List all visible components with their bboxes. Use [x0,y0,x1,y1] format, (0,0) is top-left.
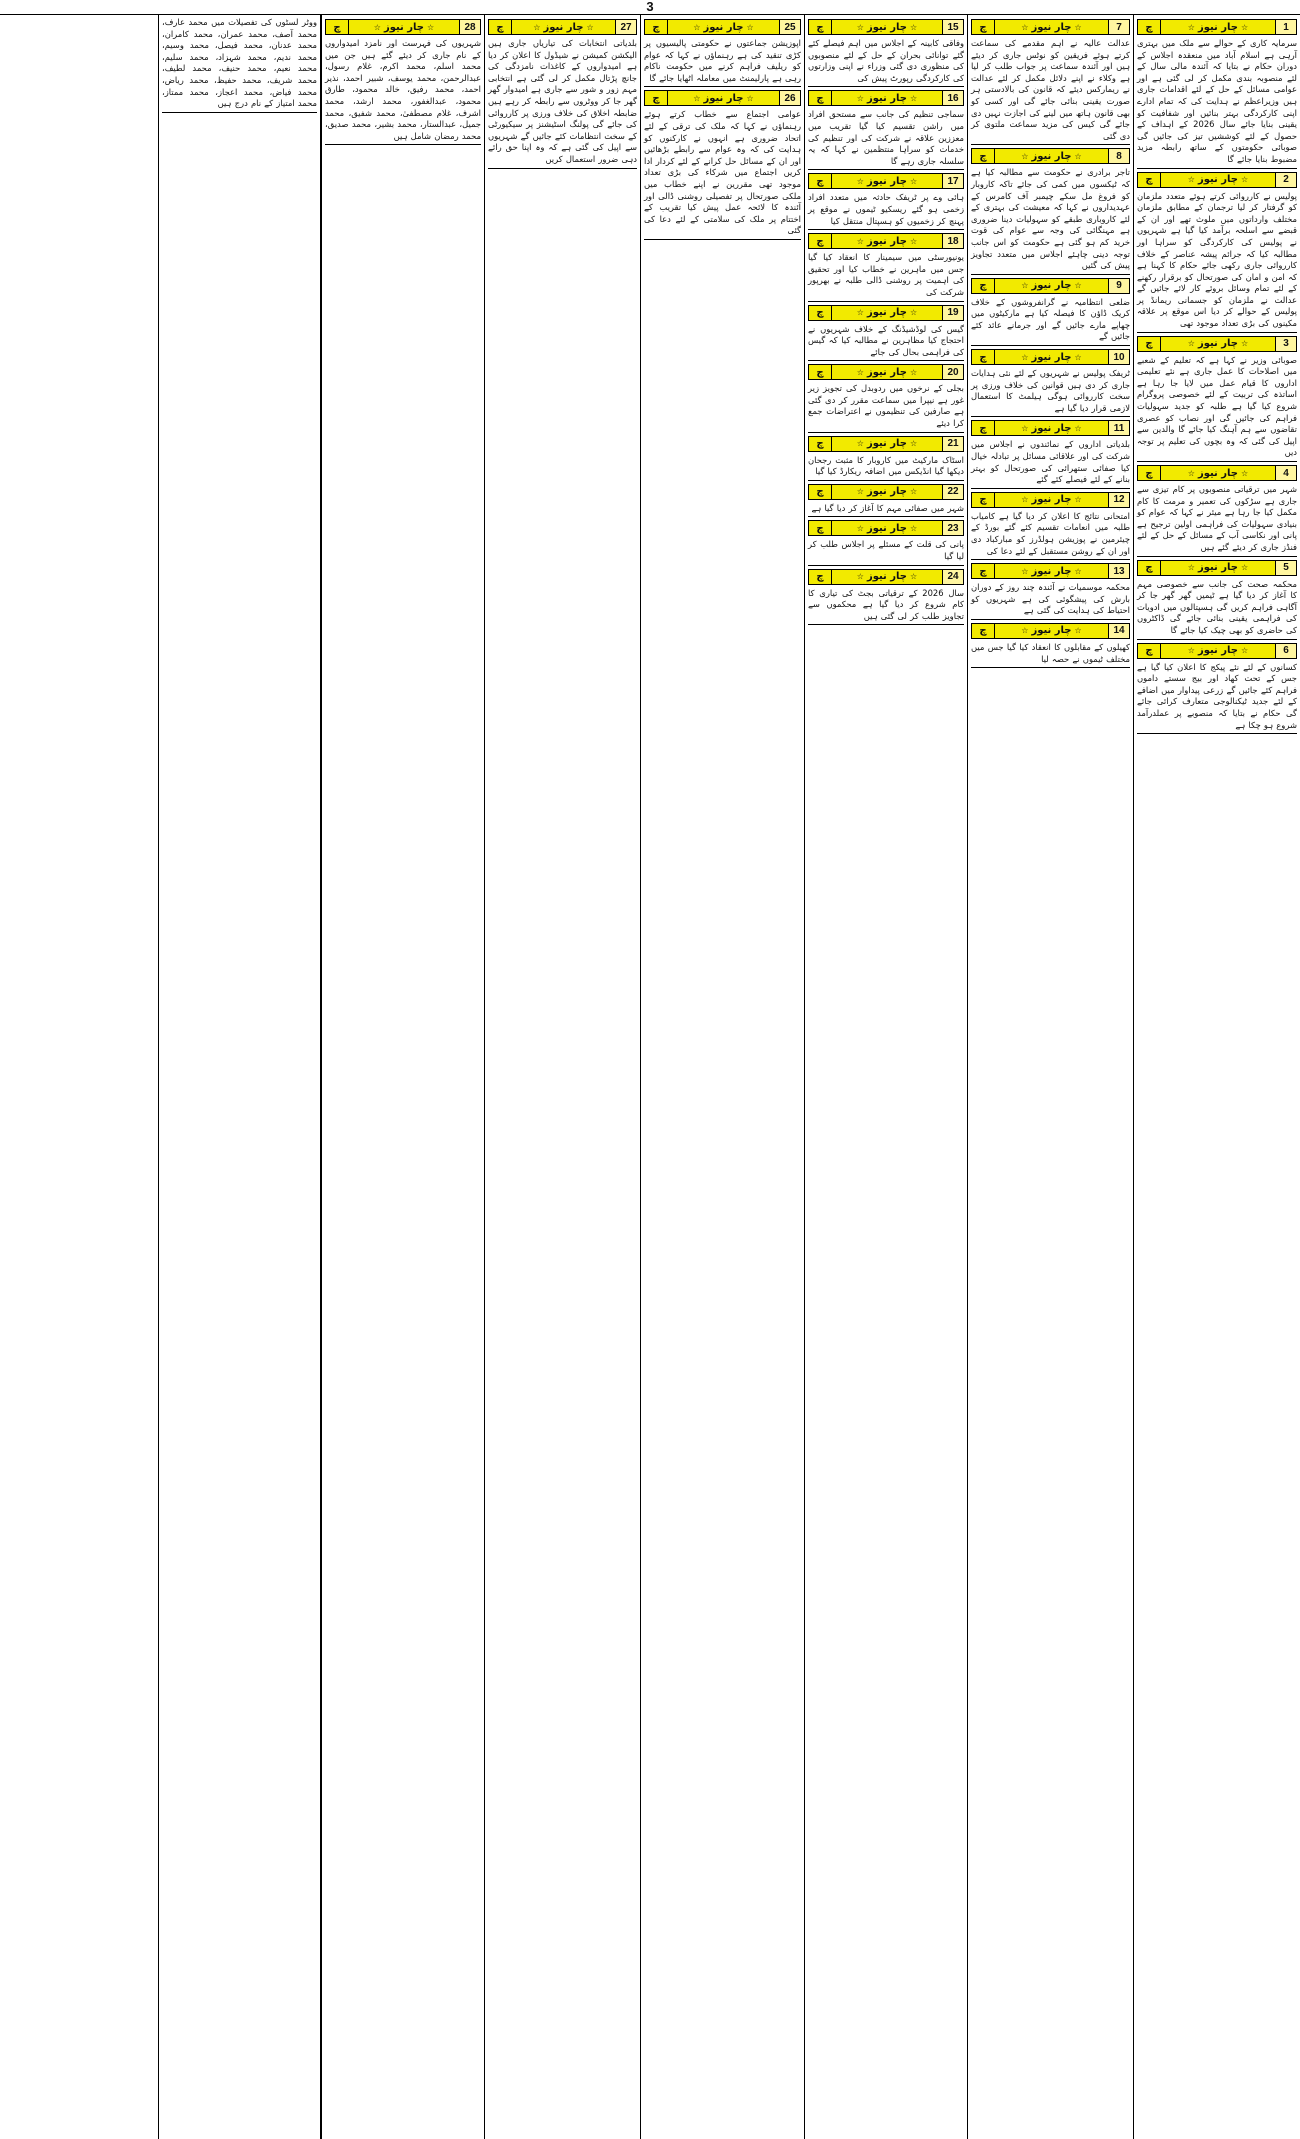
news-item [808,520,964,565]
star-icon: ☆ [1187,22,1195,32]
news-item [1137,336,1297,462]
section-title [1161,174,1275,185]
star-icon: ☆ [373,22,381,32]
section-title [832,236,942,247]
news-item-header [1137,465,1297,481]
section-title [995,280,1108,291]
section-title-text: چار نیوز [1197,338,1239,350]
paper-logo-icon: چ [972,149,995,163]
news-item-number: 15 [942,20,963,34]
star-icon: ☆ [1074,495,1082,505]
news-item-header [971,420,1130,436]
section-title-text: چار نیوز [866,175,908,187]
news-item [808,436,964,481]
paper-logo-icon: چ [1138,466,1161,480]
news-item-number: 13 [1108,564,1129,578]
paper-logo-icon: چ [645,91,668,105]
section-title [512,22,615,33]
news-item-header [971,563,1130,579]
star-icon: ☆ [910,367,918,377]
paper-logo-icon: چ [645,20,668,34]
star-icon: ☆ [746,93,754,103]
star-icon: ☆ [1241,339,1249,349]
news-item-header [488,19,637,35]
news-item-header [808,520,964,536]
news-item [971,148,1130,274]
star-icon: ☆ [1074,566,1082,576]
news-item-number: 8 [1108,149,1129,163]
section-title [995,494,1108,505]
star-icon: ☆ [1074,151,1082,161]
section-title-text: چار نیوز [1031,625,1072,637]
news-item-body: بجلی کے نرخوں میں ردوبدل کی تجویز زیر غور ہے نیپرا میں سماعت مقرر کر دی گئی ہے صارفین کی تنظیموں نے اعتراضات جمع کرا دیئے [808,383,964,429]
star-icon: ☆ [1021,22,1029,32]
star-icon: ☆ [1074,281,1082,291]
news-item-header [1137,643,1297,659]
news-item-body: کھیلوں کے مقابلوں کا انعقاد کیا گیا جس میں مختلف ٹیموں نے حصہ لیا [971,641,1130,664]
paper-logo-icon: چ [1138,644,1161,658]
news-item-body: امتحانی نتائج کا اعلان کر دیا گیا ہے کامیاب طلبہ میں انعامات تقسیم کئے گئے بورڈ کے چیئرمین نے پوزیشن ہولڈرز کو مبارکباد دی اور ان کے روشن مستقبل کے لئے دعا کی [971,510,1130,556]
paper-logo-icon: چ [1138,173,1161,187]
star-icon: ☆ [1074,352,1082,362]
star-icon: ☆ [910,308,918,317]
news-item-header [1137,560,1297,576]
news-item [1137,465,1297,557]
news-item-number: 6 [1275,644,1296,658]
news-item-body: وفاقی کابینہ کے اجلاس میں اہم فیصلے کئے گئے توانائی بحران کے حل کے لئے منصوبوں کی منظوری دی گئی وزراء نے اپنی وزارتوں کی کارکردگی رپورٹ پیش کی [808,38,964,83]
news-item-body: ووٹر لسٹوں کی تفصیلات میں محمد عارف، محمد آصف، محمد عمران، محمد کامران، محمد عدنان، محمد فیصل، محمد وسیم، محمد ندیم، محمد شہزاد، محمد سلیم، محمد نعیم، محمد حنیف، محمد لطیف، محمد شریف، محمد حفیظ، محمد ریاض، محمد فیاض، محمد اعجاز، محمد ممتاز، محمد امتیاز کے نام درج ہیں [162,17,317,109]
news-column-5 [484,15,640,2139]
section-title [832,22,942,33]
news-item-body: اپوزیشن جماعتوں نے حکومتی پالیسیوں پر کڑی تنقید کی ہے رہنماؤں نے کہا کہ عوام کو ریلیف فراہم کرنے میں حکومت ناکام رہی ہے پارلیمنٹ میں معاملہ اٹھایا جائے گا [644,38,801,83]
news-item-body: سال 2026 کے ترقیاتی بجٹ کی تیاری کا کام شروع کر دیا گیا ہے محکموں سے تجاویز طلب کر لی گئی ہیں [808,587,964,621]
news-column-7 [158,15,321,2139]
star-icon: ☆ [856,439,864,449]
news-item-number: 14 [1108,624,1129,638]
star-icon: ☆ [1187,339,1195,349]
news-item-body: بلدیاتی انتخابات کی تیاریاں جاری ہیں الیکشن کمیشن نے شیڈول کا اعلان کر دیا ہے امیدواروں کے کاغذات نامزدگی کی جانچ پڑتال مکمل کر لی گئی ہے انتخابی مہم زور و شور سے جاری ہے امیدوار گھر گھر جا کر ووٹروں سے رابطہ کر رہے ہیں ضابطہ اخلاق کی خلاف ورزی پر کارروائی کی جائے گی پولنگ اسٹیشنز پر سیکیورٹی کے سخت انتظامات کئے جائیں گے شہریوں سے اپیل کی گئی ہے کہ وہ اپنا حق رائے دہی ضرور استعمال کریں [488,38,637,164]
news-item-number: 7 [1108,20,1129,34]
star-icon: ☆ [910,236,918,246]
section-title-text: چار نیوز [866,307,908,318]
section-title-text: چار نیوز [866,571,908,583]
star-icon: ☆ [1021,352,1029,362]
section-title [995,625,1108,636]
news-item [808,305,964,362]
news-item-body: پانی کی قلت کے مسئلے پر اجلاس طلب کر لیا گیا [808,539,964,562]
news-item-body: اسٹاک مارکیٹ میں کاروبار کا مثبت رجحان دیکھا گیا انڈیکس میں اضافہ ریکارڈ کیا گیا [808,454,964,477]
news-item-number: 5 [1275,561,1296,575]
paper-logo-icon: چ [809,365,832,379]
star-icon: ☆ [910,572,918,582]
news-item-number: 23 [942,521,963,535]
star-icon: ☆ [1074,423,1082,433]
news-item [488,19,637,169]
section-title [995,22,1108,33]
star-icon: ☆ [856,487,864,497]
news-item-body: ضلعی انتظامیہ نے گرانفروشوں کے خلاف کریک ڈاؤن کا فیصلہ کیا ہے مارکیٹوں میں چھاپے مارے جائیں گے اور جرمانے عائد کئے جائیں گے [971,296,1130,342]
news-item-body: بلدیاتی اداروں کے نمائندوں نے اجلاس میں شرکت کی اور علاقائی مسائل پر تبادلہ خیال کیا صفائی ستھرائی کی صورتحال کو بہتر بنانے کے لئے فیصلے کئے گئے [971,439,1130,485]
star-icon: ☆ [910,439,918,449]
paper-logo-icon: چ [809,91,832,105]
news-item-number: 26 [779,91,800,105]
star-icon: ☆ [533,22,541,32]
news-column-2 [967,15,1133,2139]
news-item-body: محکمہ موسمیات نے آئندہ چند روز کے دوران بارش کی پیشگوئی کی ہے شہریوں کو احتیاط کی ہدایت کی گئی ہے [971,582,1130,616]
news-item-header [971,148,1130,164]
news-item-number: 2 [1275,173,1296,187]
section-title [668,93,779,104]
news-item-number: 4 [1275,466,1296,480]
paper-logo-icon: چ [809,521,832,535]
section-title-text: چار نیوز [1197,645,1239,657]
paper-logo-icon: چ [972,493,995,507]
star-icon: ☆ [1241,468,1249,478]
section-title-text: چار نیوز [383,21,425,33]
section-title-text: چار نیوز [543,21,584,33]
news-item-body: عدالت عالیہ نے اہم مقدمے کی سماعت کرتے ہوئے فریقین کو نوٹس جاری کر دیئے ہیں اور آئندہ سماعت پر جواب طلب کر لیا ہے وکلاء نے اپنے دلائل مکمل کر لئے عدالت نے ریمارکس دیئے کہ قانون کی بالادستی ہر صورت یقینی بنائی جائے گی اور کسی کو بھی قانون ہاتھ میں لینے کی اجازت نہیں دی جائے گی کیس کی مزید سماعت ملتوی کر دی گئی [971,38,1130,141]
news-item-header [808,305,964,321]
section-title-text: چار نیوز [1197,467,1239,479]
paper-logo-icon: چ [972,624,995,638]
section-title-text: چار نیوز [1197,562,1239,574]
star-icon: ☆ [856,572,864,582]
section-title-text: چار نیوز [866,438,908,450]
news-item-number: 9 [1108,279,1129,293]
star-icon: ☆ [1241,22,1249,32]
news-item [971,349,1130,417]
news-item-body: گیس کی لوڈشیڈنگ کے خلاف شہریوں نے احتجاج کیا مظاہرین نے مطالبہ کیا کہ گیس کی فراہمی بحال کی جائے [808,323,964,357]
section-title-text: چار نیوز [703,21,744,33]
news-item [808,364,964,432]
news-item-header [808,90,964,106]
news-item-header [808,436,964,452]
section-title [1161,22,1275,33]
news-item-body: محکمہ صحت کی جانب سے خصوصی مہم کا آغاز کر دیا گیا ہے ٹیمیں گھر گھر جا کر آگاہی فراہم کریں گی ہسپتالوں میں ادویات کی فراہمی یقینی بنائی جائے گی ڈاکٹروں کی حاضری کو بھی چیک کیا جائے گا [1137,578,1297,635]
star-icon: ☆ [1187,646,1195,656]
news-item [971,563,1130,620]
news-item-number: 16 [942,91,963,105]
news-item-header [644,19,801,35]
news-item [808,569,964,626]
star-icon: ☆ [1021,495,1029,505]
news-item-body: شہر میں ترقیاتی منصوبوں پر کام تیزی سے جاری ہے سڑکوں کی تعمیر و مرمت کا کام مکمل کیا جا رہا ہے میئر نے کہا کہ عوام کو بنیادی سہولیات کی فراہمی اولین ترجیح ہے پانی اور نکاسی آب کے مسائل کے حل کے لئے فنڈز جاری کر دیئے گئے ہیں [1137,484,1297,552]
star-icon: ☆ [1187,175,1195,185]
section-title-text: چار نیوز [866,235,908,247]
paper-logo-icon: چ [809,306,832,320]
star-icon: ☆ [910,22,918,32]
paper-logo-icon: چ [809,437,832,451]
news-item [1137,643,1297,735]
star-icon: ☆ [1021,566,1029,576]
star-icon: ☆ [856,308,864,317]
news-item [808,90,964,170]
section-title [668,22,779,33]
news-item-number: 18 [942,234,963,248]
news-item-header [808,364,964,380]
news-item-body: شہریوں کی فہرست اور نامزد امیدواروں کے نام جاری کر دیئے گئے ہیں جن میں محمد اسلم، محمد اکرم، غلام رسول، عبدالرحمن، محمد یوسف، شبیر احمد، نذیر احمد، محمد رفیق، خالد محمود، طارق محمود، عبدالغفور، محمد ارشد، محمد اشرف، غلام مصطفیٰ، محمد شفیق، محمد جمیل، عبدالستار، محمد بشیر، محمد صدیق، محمد رمضان شامل ہیں [325,38,481,141]
news-item-header [971,278,1130,294]
news-item-number: 24 [942,570,963,584]
star-icon: ☆ [1074,626,1082,636]
paper-logo-icon: چ [972,279,995,293]
news-item-number: 22 [942,485,963,499]
news-item-header [808,19,964,35]
star-icon: ☆ [910,93,918,103]
section-title-text: چار نیوز [866,21,908,33]
news-item-number: 21 [942,437,963,451]
news-column-4 [640,15,804,2139]
paper-logo-icon: چ [1138,561,1161,575]
news-item-number: 11 [1108,421,1129,435]
section-title [995,566,1108,577]
news-column-1 [1133,15,1300,2139]
news-column-6 [321,15,484,2139]
news-item-body: سرمایہ کاری کے حوالے سے ملک میں بہتری آرہی ہے اسلام آباد میں منعقدہ اجلاس کے دوران حکام نے بتایا کہ آئندہ مالی سال کے لئے منصوبہ بندی مکمل کر لی گئی ہے اور عوامی مسائل کے حل کے لئے اقدامات جاری ہیں وزیراعظم نے ہدایت کی کہ تمام ادارے اپنی کارکردگی بہتر بنائیں اور شفافیت کو یقینی بنایا جائے سال 2026 کے اہداف کے حصول کے لئے کوششیں تیز کی جائیں گی صوبائی حکومتوں کے ساتھ رابطہ مزید مضبوط بنایا جائے گا [1137,38,1297,164]
news-item-number: 12 [1108,493,1129,507]
news-item-number: 28 [459,20,480,34]
news-item-number: 19 [942,306,963,320]
news-item-header [325,19,481,35]
news-item-number: 20 [942,365,963,379]
news-item-header [971,623,1130,639]
section-title-text: چار نیوز [866,92,908,104]
news-item-body: یونیورسٹی میں سیمینار کا انعقاد کیا گیا جس میں ماہرین نے خطاب کیا اور تحقیق کی اہمیت پر روشنی ڈالی طلبہ نے بھرپور شرکت کی [808,252,964,297]
news-item-header [971,492,1130,508]
news-item-number: 17 [942,174,963,188]
star-icon: ☆ [1021,626,1029,636]
news-item-body: سماجی تنظیم کی جانب سے مستحق افراد میں راشن تقسیم کیا گیا تقریب میں معززین علاقہ نے شرکت کی اور تنظیم کی خدمات کو سراہا منتظمین نے کہا کہ یہ سلسلہ جاری رہے گا [808,109,964,166]
news-item [971,19,1130,145]
star-icon: ☆ [1021,423,1029,433]
section-title-text: چار نیوز [703,92,744,104]
news-item [808,173,964,230]
section-title [995,423,1108,434]
news-item-body: کسانوں کے لئے نئے پیکج کا اعلان کیا گیا ہے جس کے تحت کھاد اور بیج سستے داموں فراہم کئے جائیں گے زرعی پیداوار میں اضافے کے لئے جدید ٹیکنالوجی متعارف کرائی جائے گی حکام نے بتایا کہ منصوبے پر عملدرآمد شروع ہو چکا ہے [1137,661,1297,730]
news-item-body: ٹریفک پولیس نے شہریوں کے لئے نئی ہدایات جاری کر دی ہیں قوانین کی خلاف ورزی پر سخت کارروائی ہوگی ہیلمٹ کا استعمال لازمی قرار دیا گیا ہے [971,368,1130,413]
star-icon: ☆ [746,22,754,32]
section-title-text: چار نیوز [1031,351,1072,363]
news-item-number: 25 [779,20,800,34]
news-item-body: تاجر برادری نے حکومت سے مطالبہ کیا ہے کہ ٹیکسوں میں کمی کی جائے تاکہ کاروبار کو فروغ مل سکے چیمبر آف کامرس کے عہدیداروں نے کہا کہ معیشت کی بہتری کے لئے کاروباری طبقے کو سہولیات دینا ضروری ہے مہنگائی کی وجہ سے عوام کی قوت خرید کم ہو گئی ہے حکومت کو اس جانب توجہ دینی چاہئے اجلاس میں متعدد تجاویز پیش کی گئیں [971,167,1130,271]
star-icon: ☆ [1241,175,1249,185]
star-icon: ☆ [1241,563,1249,573]
news-column-3 [804,15,967,2139]
news-item-number: 3 [1275,337,1296,351]
star-icon: ☆ [693,93,701,103]
news-item [808,233,964,301]
section-title-text: چار نیوز [1031,150,1072,162]
news-item [644,19,801,87]
paper-logo-icon: چ [972,20,995,34]
paper-logo-icon: چ [809,485,832,499]
news-item [971,492,1130,560]
star-icon: ☆ [1241,646,1249,656]
star-icon: ☆ [1021,151,1029,161]
star-icon: ☆ [1074,22,1082,32]
star-icon: ☆ [856,523,864,533]
news-item-body: پولیس نے کارروائی کرتے ہوئے متعدد ملزمان کو گرفتار کر لیا ترجمان کے مطابق ملزمان مختلف وارداتوں میں ملوث تھے اور ان کے قبضے سے اسلحہ برآمد کیا گیا ہے شہریوں نے پولیس کی کارکردگی کو سراہا اور مطالبہ کیا کہ جرائم پیشہ عناصر کے خلاف کارروائی جاری رکھی جائے حکام کا کہنا ہے کہ امن و امان کی صورتحال کو برقرار رکھنے کے لئے تمام وسائل بروئے کار لائے جائیں گے عدالت نے ملزمان کو جسمانی ریمانڈ پر پولیس کے حوالے کر دیا اس موقع پر علاقہ مکینوں کی بڑی تعداد موجود تھی [1137,190,1297,329]
news-item [971,623,1130,668]
section-title [1161,468,1275,479]
paper-logo-icon: چ [809,570,832,584]
section-title [832,176,942,187]
section-title-text: چار نیوز [1031,21,1072,33]
star-icon: ☆ [1187,468,1195,478]
star-icon: ☆ [910,487,918,497]
section-title-text: چار نیوز [866,486,908,498]
news-item-number: 10 [1108,350,1129,364]
paper-logo-icon: چ [809,234,832,248]
page-number: 3 [646,0,654,14]
section-title [832,486,942,497]
news-item-header [971,349,1130,365]
news-item [808,484,964,518]
news-item-header [808,569,964,585]
section-title [832,438,942,449]
news-item [325,19,481,145]
news-item-body: شہر میں صفائی مہم کا آغاز کر دیا گیا ہے [811,502,964,513]
news-item-header [808,173,964,189]
section-title [1161,562,1275,573]
news-item-header [1137,336,1297,352]
news-item-header [1137,19,1297,35]
paper-logo-icon: چ [972,350,995,364]
section-title-text: چار نیوز [1197,21,1239,33]
news-item-header [808,484,964,500]
section-title-text: چار نیوز [1031,280,1072,292]
news-item [162,17,317,113]
section-title [832,307,942,318]
news-item-header [971,19,1130,35]
star-icon: ☆ [856,176,864,186]
news-item [1137,172,1297,333]
star-icon: ☆ [1021,281,1029,291]
news-item-body: ہائی وے پر ٹریفک حادثہ میں متعدد افراد زخمی ہو گئے ریسکیو ٹیموں نے موقع پر پہنچ کر زخمیوں کو ہسپتال منتقل کیا [808,192,964,226]
star-icon: ☆ [856,93,864,103]
news-item [971,420,1130,488]
paper-logo-icon: چ [972,564,995,578]
news-item-header [1137,172,1297,188]
paper-logo-icon: چ [809,174,832,188]
star-icon: ☆ [856,236,864,246]
news-item [644,90,801,240]
paper-logo-icon: چ [326,20,349,34]
paper-logo-icon: چ [1138,337,1161,351]
news-item-header [644,90,801,106]
section-title [1161,645,1275,656]
paper-logo-icon: چ [972,421,995,435]
section-title [832,523,942,534]
section-title [832,571,942,582]
section-title-text: چار نیوز [866,366,908,378]
star-icon: ☆ [856,22,864,32]
star-icon: ☆ [856,367,864,377]
section-title [995,352,1108,363]
section-title [1161,338,1275,349]
paper-logo-icon: چ [809,20,832,34]
news-item-header [808,233,964,249]
section-title-text: چار نیوز [1031,422,1072,434]
paper-logo-icon: چ [489,20,512,34]
section-title-text: چار نیوز [866,522,908,534]
star-icon: ☆ [693,22,701,32]
star-icon: ☆ [910,176,918,186]
section-title [995,151,1108,162]
news-item [808,19,964,87]
section-title-text: چار نیوز [1197,174,1239,186]
news-item [1137,560,1297,640]
star-icon: ☆ [910,523,918,533]
section-title [349,22,459,33]
newspaper-page [0,14,1300,2138]
star-icon: ☆ [586,22,594,32]
star-icon: ☆ [427,22,435,32]
section-title [832,93,942,104]
news-item-body: عوامی اجتماع سے خطاب کرتے ہوئے رہنماؤں نے کہا کہ ملک کی ترقی کے لئے اتحاد ضروری ہے انہوں نے کارکنوں کو ہدایت کی کہ وہ عوام سے رابطے بڑھائیں اور ان کے مسائل حل کرانے کے لئے کردار ادا کریں اجتماع میں شرکاء کی بڑی تعداد موجود تھی مقررین نے اپنے خطاب میں ملکی صورتحال پر تفصیلی روشنی ڈالی اور آئندہ کا لائحہ عمل پیش کیا تقریب کے اختتام پر ملک کی سلامتی کے لئے دعا کی گئی [644,109,801,236]
news-item-body: صوبائی وزیر نے کہا ہے کہ تعلیم کے شعبے میں اصلاحات کا عمل جاری ہے نئے تعلیمی اداروں کا قیام عمل میں لایا جا رہا ہے اساتذہ کی تربیت کے لئے خصوصی پروگرام شروع کیا گیا ہے طلبہ کو جدید سہولیات فراہم کی جائیں گی اور نصاب کو عصری تقاضوں سے ہم آہنگ کیا جائے گا والدین سے اپیل کی گئی کہ وہ بچوں کی تعلیم پر توجہ دیں [1137,354,1297,458]
news-item [971,278,1130,346]
section-title-text: چار نیوز [1031,565,1072,577]
section-title [832,367,942,378]
section-title-text: چار نیوز [1031,494,1072,506]
news-item-number: 27 [615,20,636,34]
star-icon: ☆ [1187,563,1195,573]
news-item [1137,19,1297,169]
paper-logo-icon: چ [1138,20,1161,34]
news-item-number: 1 [1275,20,1296,34]
